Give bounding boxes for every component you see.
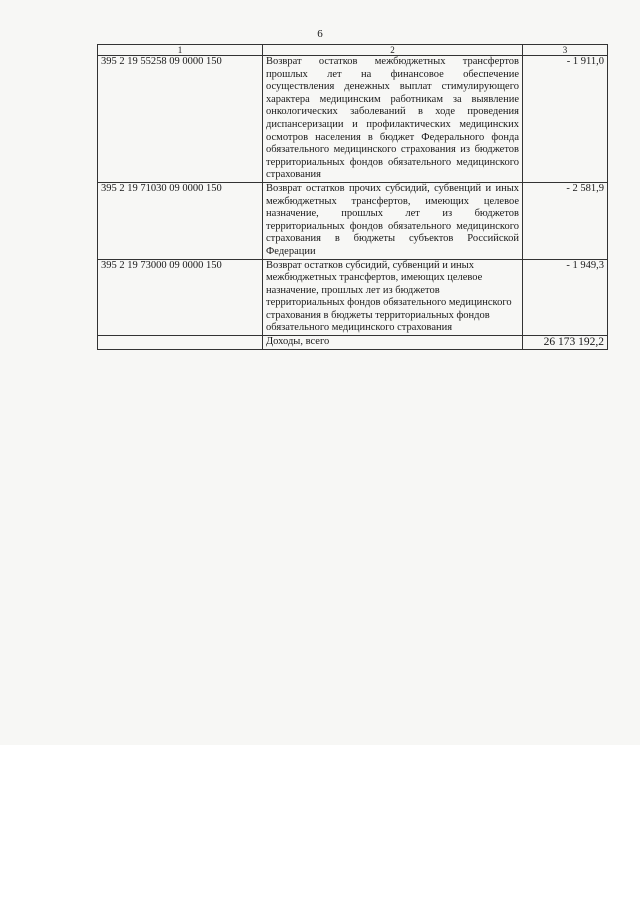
page-number: 6 [317,28,323,40]
total-label: Доходы, всего [263,336,523,350]
column-header-3: 3 [523,45,608,56]
row-amount: - 1 949,3 [523,259,608,336]
page-blank-area [0,745,640,905]
row-amount: - 2 581,9 [523,182,608,259]
table-row [98,56,608,183]
budget-code: 395 2 19 55258 09 0000 150 [98,56,263,183]
row-description: Возврат остатков межбюджетных трансфертов прошлых лет на финансовое обеспечение осуществления денежных выплат стимулирующего характера медицинским работникам за выявление онкологических заболеваний в ходе проведения диспансеризации и профилактических медицинских осмотров населения в бюджет Федерального фонда обязательного медицинского страхования из бюджетов территориальных фондов обязательного медицинского страхования [263,56,523,183]
total-row [98,336,608,350]
table-row [98,182,608,259]
budget-code: 395 2 19 73000 09 0000 150 [98,259,263,336]
total-amount: 26 173 192,2 [523,336,608,350]
column-header-1: 1 [98,45,263,56]
row-amount: - 1 911,0 [523,56,608,183]
table-header-row [98,45,608,56]
budget-revenue-table [97,44,608,350]
table-row [98,259,608,336]
column-header-2: 2 [263,45,523,56]
row-description: Возврат остатков субсидий, субвенций и иных межбюджетных трансфертов, имеющих целевое назначение, прошлых лет из бюджетов территориальных фондов обязательного медицинского страхования в бюджеты территориальных фондов обязательного медицинского страхования [263,259,523,336]
budget-code: 395 2 19 71030 09 0000 150 [98,182,263,259]
total-empty-cell [98,336,263,350]
row-description: Возврат остатков прочих субсидий, субвенций и иных межбюджетных трансфертов, имеющих целевое назначение, прошлых лет из бюджетов территориальных фондов обязательного медицинского страхования в бюджеты субъектов Российской Федерации [263,182,523,259]
